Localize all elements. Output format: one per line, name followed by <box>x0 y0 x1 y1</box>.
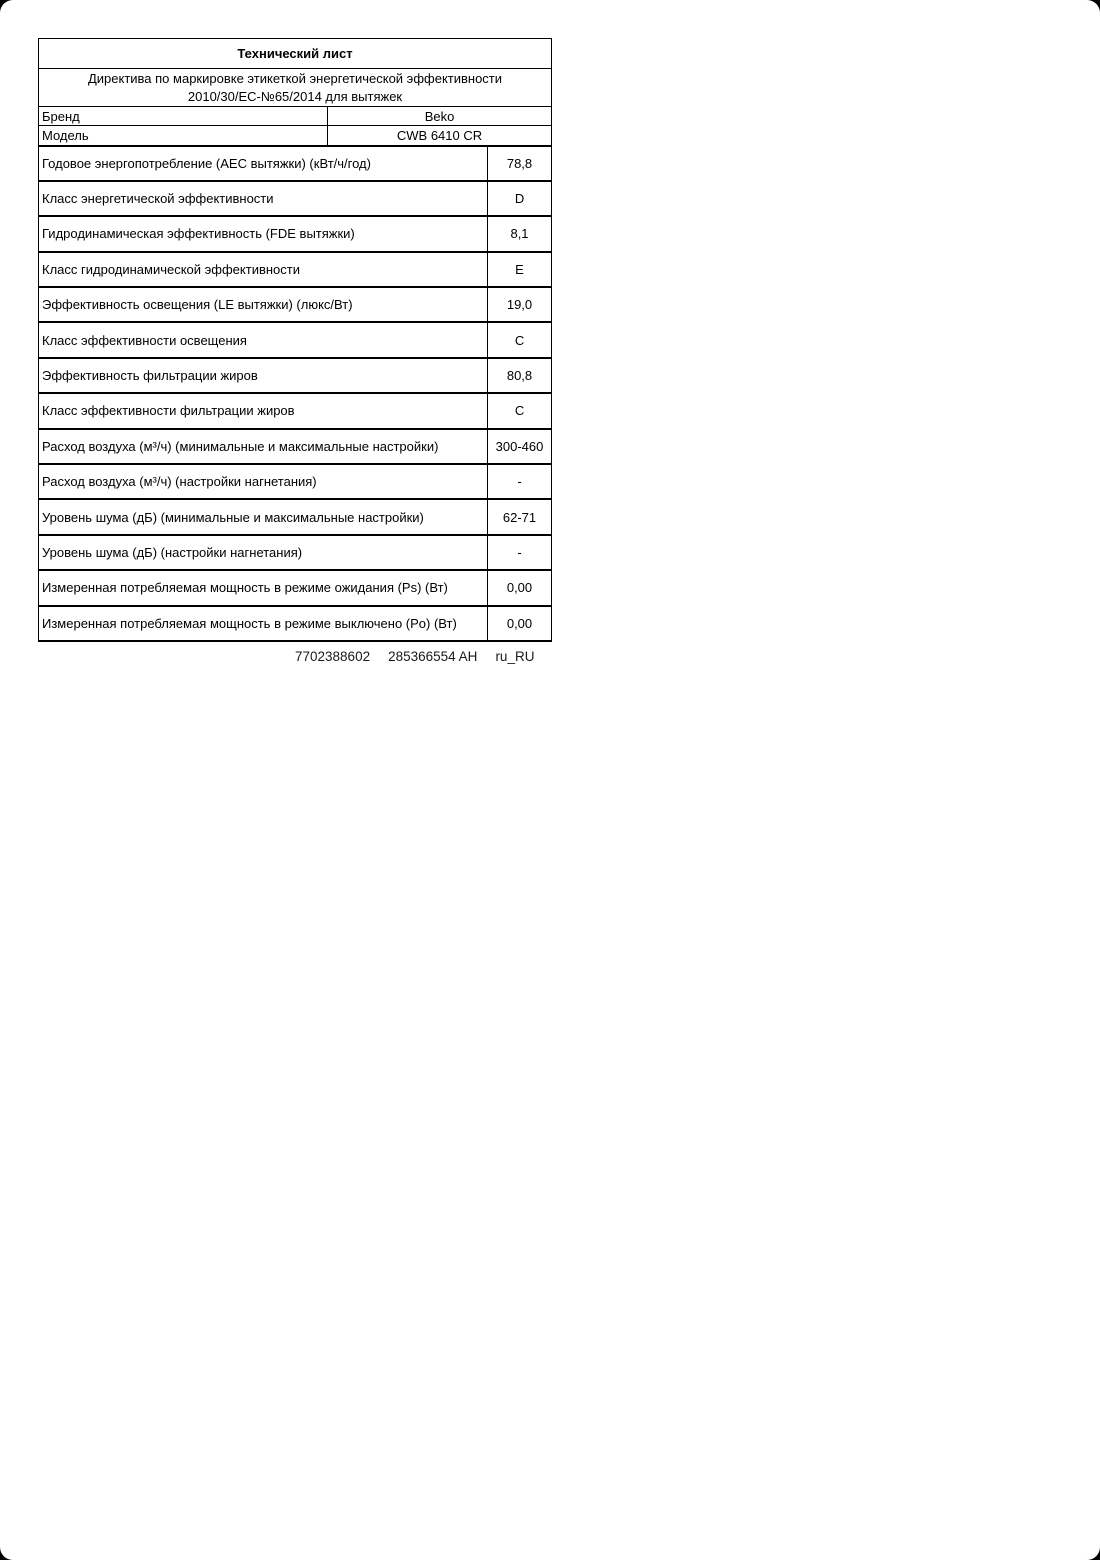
row-value: 0,00 <box>488 606 552 641</box>
document-footer <box>295 649 534 664</box>
table-row <box>39 322 552 357</box>
row-label: Расход воздуха (м³/ч) (настройки нагнетания) <box>39 464 488 499</box>
row-label: Измеренная потребляемая мощность в режиме выключено (Po) (Вт) <box>39 606 488 641</box>
row-label: Эффективность освещения (LE вытяжки) (люкс/Вт) <box>39 287 488 322</box>
row-value: C <box>488 393 552 428</box>
row-value: - <box>488 464 552 499</box>
row-label: Класс энергетической эффективности <box>39 181 488 216</box>
row-value: C <box>488 322 552 357</box>
directive-line-2: 2010/30/EC-№65/2014 для вытяжек <box>187 88 403 104</box>
technical-data-sheet-table <box>38 38 552 642</box>
model-value: CWB 6410 CR <box>328 126 552 146</box>
row-label: Эффективность фильтрации жиров <box>39 358 488 393</box>
row-value: D <box>488 181 552 216</box>
table-row <box>39 181 552 216</box>
row-value: 78,8 <box>488 146 552 181</box>
row-label: Гидродинамическая эффективность (FDE вытяжки) <box>39 216 488 251</box>
row-value: 0,00 <box>488 570 552 605</box>
table-row <box>39 535 552 570</box>
row-value: 80,8 <box>488 358 552 393</box>
table-row <box>39 606 552 641</box>
row-label: Измеренная потребляемая мощность в режиме ожидания (Ps) (Вт) <box>39 570 488 605</box>
table-row-brand <box>39 107 552 126</box>
brand-value: Beko <box>328 107 552 126</box>
table-row <box>39 358 552 393</box>
footer-document-code: 7702388602 <box>295 649 371 664</box>
table-row <box>39 287 552 322</box>
row-value: - <box>488 535 552 570</box>
table-row <box>39 429 552 464</box>
directive-cell <box>39 69 552 107</box>
table-row <box>39 146 552 181</box>
row-value: 300-460 <box>488 429 552 464</box>
row-label: Класс эффективности фильтрации жиров <box>39 393 488 428</box>
row-label: Класс эффективности освещения <box>39 322 488 357</box>
sheet-title: Технический лист <box>39 39 552 69</box>
table-row-title <box>39 39 552 69</box>
directive-line-1: Директива по маркировке этикеткой энергетической эффективности <box>87 70 503 86</box>
table-row <box>39 393 552 428</box>
table-row-model <box>39 126 552 146</box>
brand-label: Бренд <box>39 107 328 126</box>
row-value: E <box>488 252 552 287</box>
table-row <box>39 216 552 251</box>
table-row <box>39 570 552 605</box>
row-label: Расход воздуха (м³/ч) (минимальные и максимальные настройки) <box>39 429 488 464</box>
table-row <box>39 499 552 534</box>
table-row <box>39 252 552 287</box>
table-row <box>39 464 552 499</box>
table-row-directive <box>39 69 552 107</box>
model-label: Модель <box>39 126 328 146</box>
footer-revision-code: 285366554 AH <box>388 649 478 664</box>
row-label: Уровень шума (дБ) (минимальные и максимальные настройки) <box>39 499 488 534</box>
row-value: 8,1 <box>488 216 552 251</box>
row-value: 19,0 <box>488 287 552 322</box>
row-label: Класс гидродинамической эффективности <box>39 252 488 287</box>
footer-locale: ru_RU <box>495 649 535 664</box>
row-label: Годовое энергопотребление (AEC вытяжки) (кВт/ч/год) <box>39 146 488 181</box>
row-value: 62-71 <box>488 499 552 534</box>
row-label: Уровень шума (дБ) (настройки нагнетания) <box>39 535 488 570</box>
